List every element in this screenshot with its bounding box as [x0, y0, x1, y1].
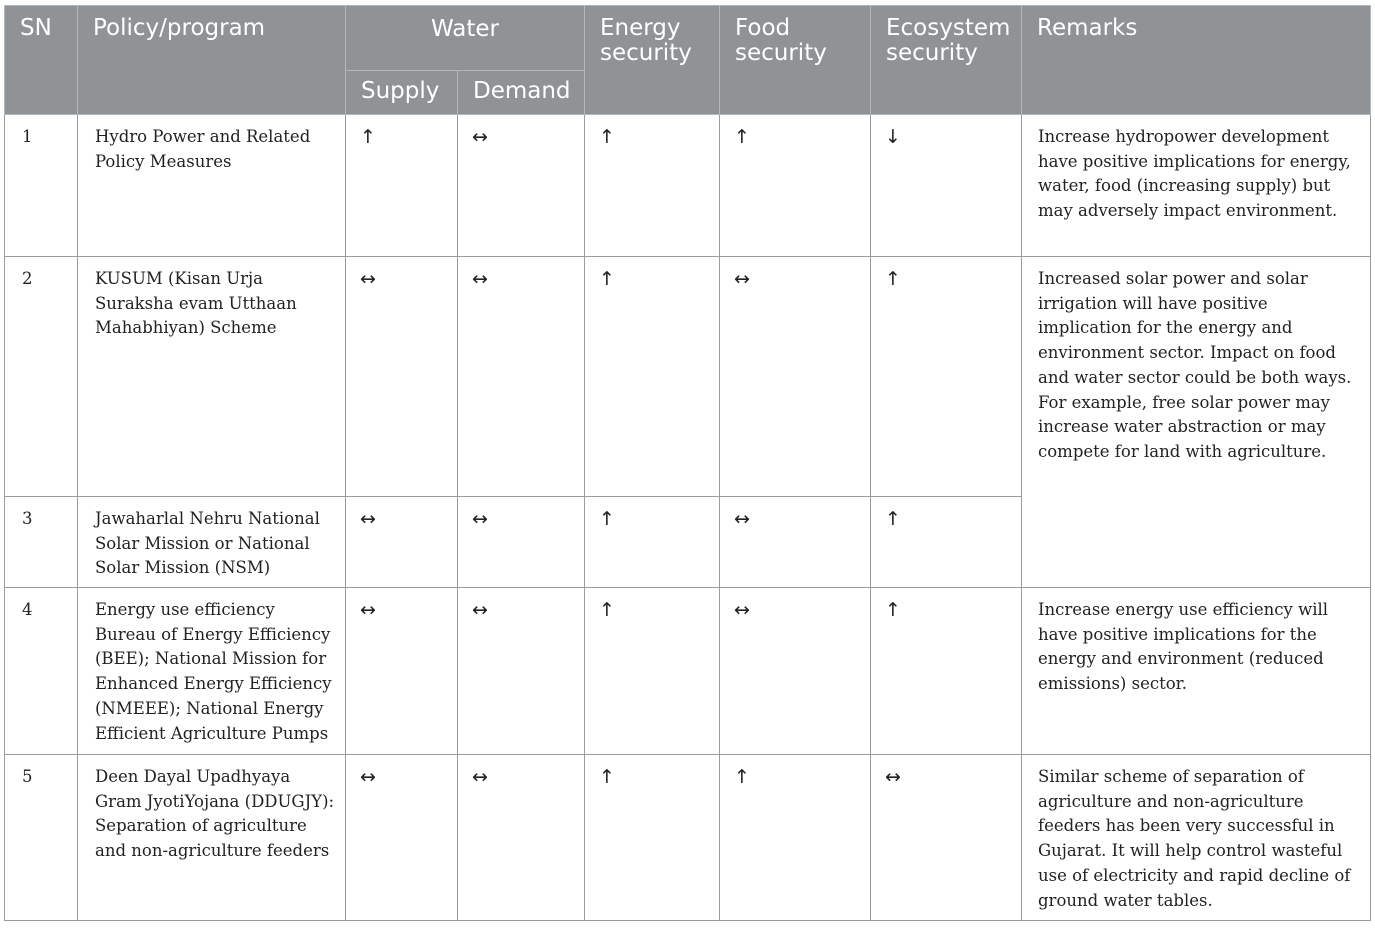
cell-food: ↔: [720, 497, 871, 588]
cell-demand: ↔: [458, 257, 585, 497]
cell-ecosystem: ↓: [871, 115, 1022, 257]
cell-energy: ↑: [585, 257, 720, 497]
header-ecosystem-security: Ecosystem security: [871, 6, 1022, 115]
cell-policy: Energy use efficiency Bureau of Energy Efficiency (BEE); National Mission for Enhanced Energy Efficiency (NMEEE); National Energy Efficient Agriculture Pumps: [78, 588, 346, 755]
cell-supply: ↔: [346, 588, 458, 755]
cell-policy: Hydro Power and Related Policy Measures: [78, 115, 346, 257]
cell-supply: ↔: [346, 755, 458, 921]
cell-demand: ↔: [458, 755, 585, 921]
policy-impact-table: [4, 5, 1371, 921]
header-policy: Policy/program: [78, 6, 346, 115]
table-row: [5, 257, 1371, 497]
cell-food: ↔: [720, 257, 871, 497]
cell-ecosystem: ↑: [871, 257, 1022, 497]
cell-supply: ↑: [346, 115, 458, 257]
cell-demand: ↔: [458, 588, 585, 755]
header-remarks: Remarks: [1022, 6, 1371, 115]
header-energy-security: Energy security: [585, 6, 720, 115]
cell-ecosystem: ↑: [871, 497, 1022, 588]
cell-ecosystem: ↔: [871, 755, 1022, 921]
cell-sn: 4: [5, 588, 78, 755]
cell-remarks: Increased solar power and solar irrigation will have positive implication for the energy and environment sector. Impact on food and water sector could be both ways. For example, free solar power may increase water abstraction or may compete for land with agriculture.: [1022, 257, 1371, 588]
cell-demand: ↔: [458, 497, 585, 588]
cell-energy: ↑: [585, 115, 720, 257]
cell-sn: 5: [5, 755, 78, 921]
policy-table-container: [4, 5, 1371, 921]
cell-remarks: Increase energy use efficiency will have positive implications for the energy and environment (reduced emissions) sector.: [1022, 588, 1371, 755]
header-water-supply: Supply: [346, 71, 458, 115]
cell-sn: 2: [5, 257, 78, 497]
cell-food: ↔: [720, 588, 871, 755]
header-sn: SN: [5, 6, 78, 115]
cell-supply: ↔: [346, 497, 458, 588]
cell-remarks: Increase hydropower development have positive implications for energy, water, food (increasing supply) but may adversely impact environment.: [1022, 115, 1371, 257]
cell-supply: ↔: [346, 257, 458, 497]
cell-energy: ↑: [585, 497, 720, 588]
header-water-demand: Demand: [458, 71, 585, 115]
cell-energy: ↑: [585, 755, 720, 921]
cell-energy: ↑: [585, 588, 720, 755]
table-body: [5, 115, 1371, 921]
cell-remarks: Similar scheme of separation of agriculture and non-agriculture feeders has been very successful in Gujarat. It will help control wasteful use of electricity and rapid decline of ground water tables.: [1022, 755, 1371, 921]
header-water: Water: [346, 6, 585, 71]
cell-policy: Deen Dayal Upadhyaya Gram JyotiYojana (DDUGJY): Separation of agriculture and non-agriculture feeders: [78, 755, 346, 921]
header-food-security: Food security: [720, 6, 871, 115]
table-row: [5, 755, 1371, 921]
cell-sn: 1: [5, 115, 78, 257]
cell-policy: Jawaharlal Nehru National Solar Mission or National Solar Mission (NSM): [78, 497, 346, 588]
cell-food: ↑: [720, 115, 871, 257]
cell-sn: 3: [5, 497, 78, 588]
table-header: [5, 6, 1371, 115]
table-row: [5, 588, 1371, 755]
table-row: [5, 115, 1371, 257]
cell-food: ↑: [720, 755, 871, 921]
cell-demand: ↔: [458, 115, 585, 257]
cell-ecosystem: ↑: [871, 588, 1022, 755]
cell-policy: KUSUM (Kisan Urja Suraksha evam Utthaan Mahabhiyan) Scheme: [78, 257, 346, 497]
